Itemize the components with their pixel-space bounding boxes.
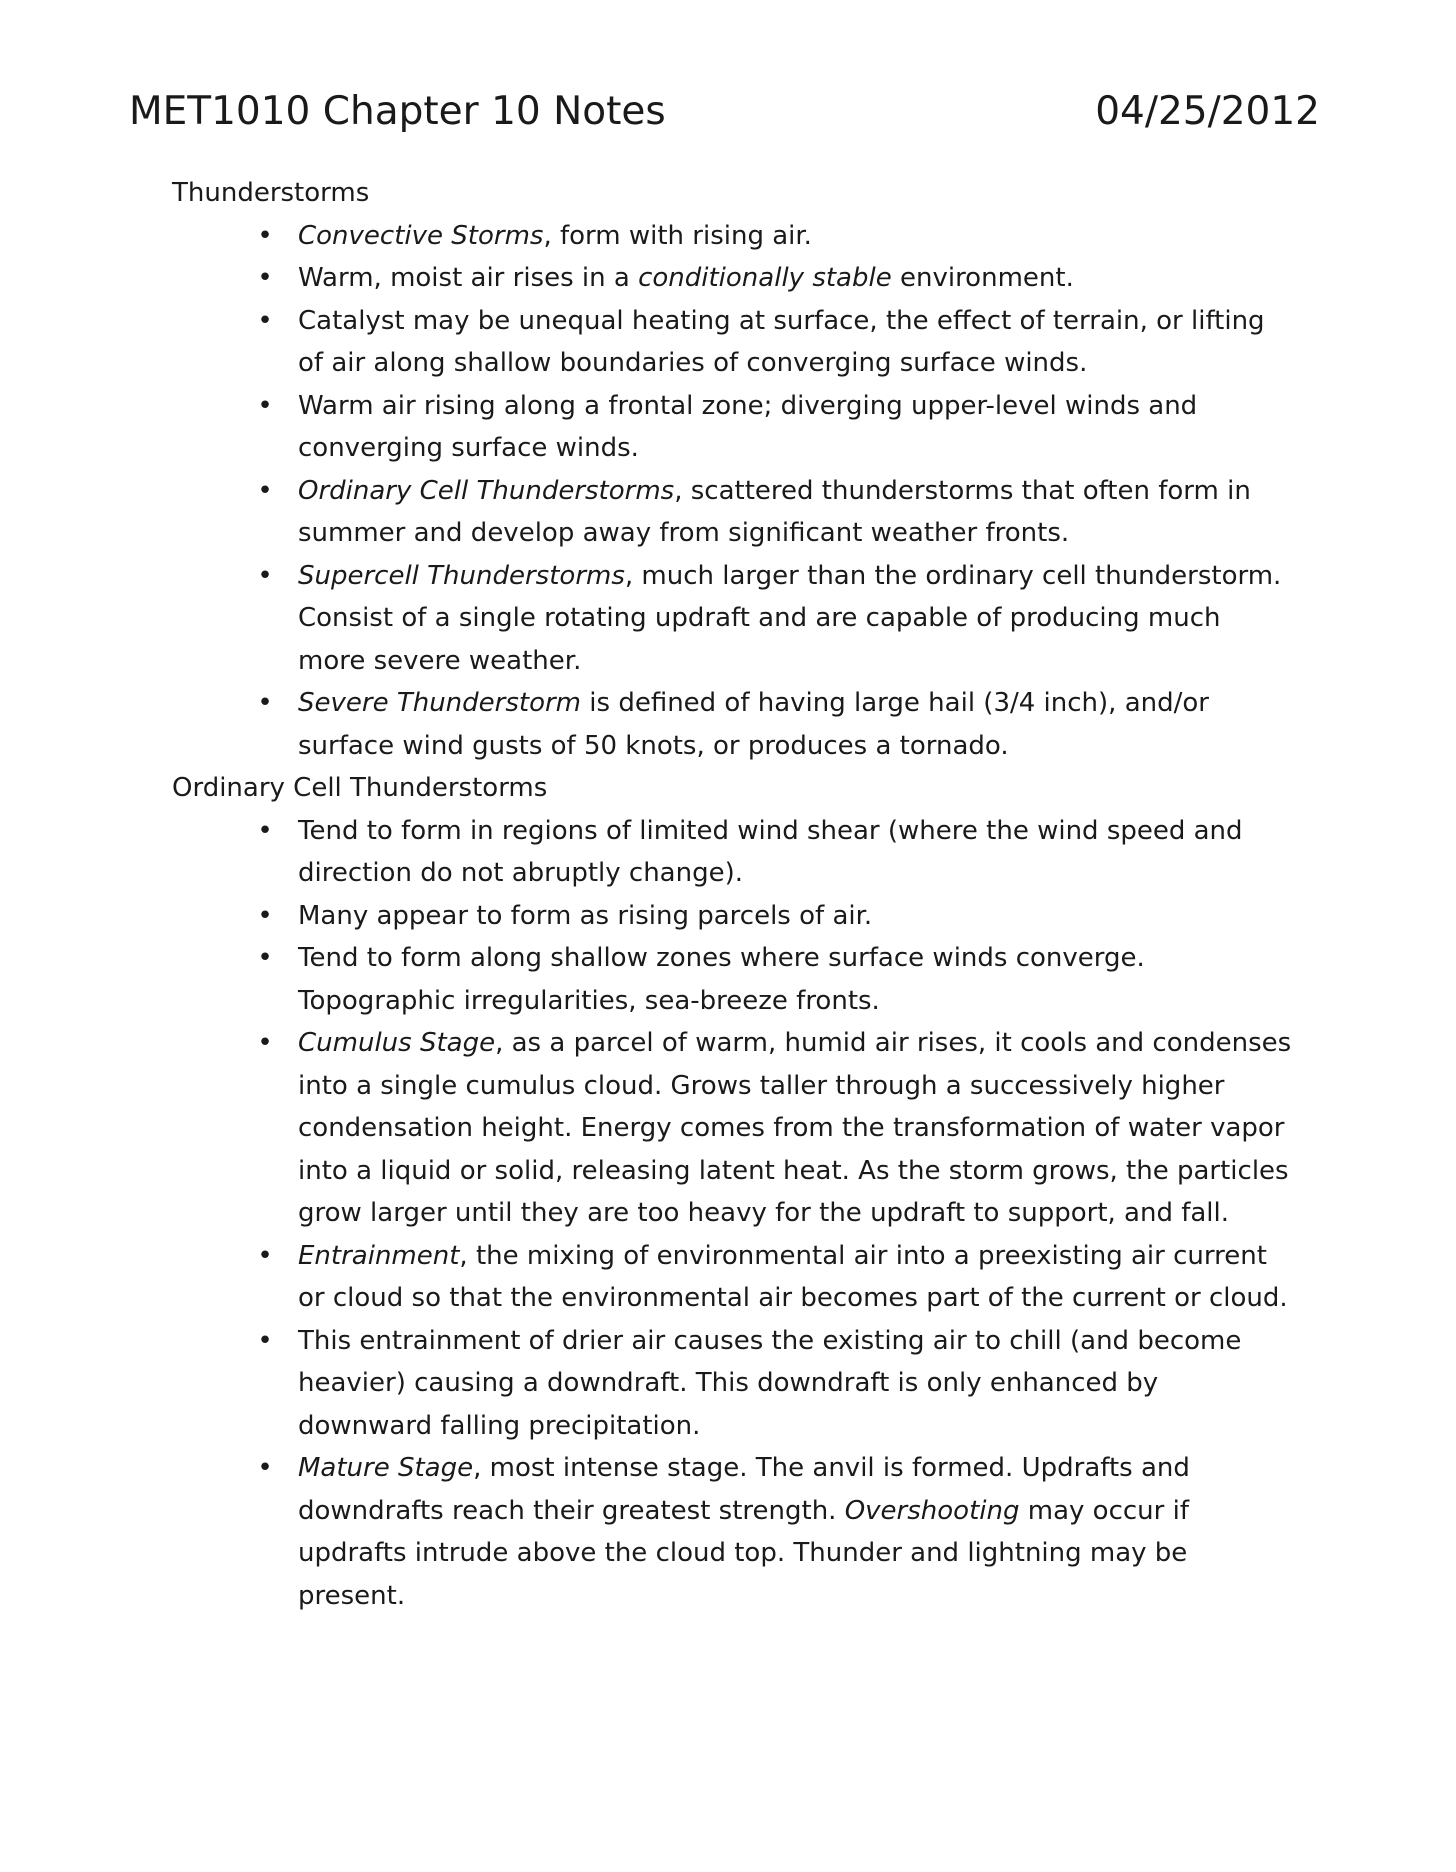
body-text: environment.: [891, 263, 1074, 293]
bullet-icon: •: [257, 560, 273, 591]
bullet-icon: •: [257, 1028, 273, 1058]
bullet-icon: •: [257, 900, 273, 931]
body-text: is defined of having large hail (3/4 inch), and/or surface wind gusts of 50 knots, or produces a tornado.: [298, 688, 1209, 761]
term-text: Entrainment: [298, 1240, 460, 1271]
bullet-icon: •: [257, 305, 273, 336]
section-heading: Thunderstorms: [172, 178, 370, 208]
body-text: Tend to form along shallow zones where surface winds converge. Topographic irregularities, sea-breeze fronts.: [298, 943, 1145, 1016]
body-text: Tend to form in regions of limited wind shear (where the wind speed and direction do not abruptly change).: [298, 815, 1243, 888]
body-text: , most intense stage. The anvil is formed. Updrafts and downdrafts reach their greatest strength.: [298, 1453, 1190, 1526]
list-item: [172, 810, 1292, 895]
list-item: [172, 555, 1292, 683]
body-text: , scattered thunderstorms that often form in summer and develop away from significant weather fronts.: [298, 475, 1251, 548]
body-text: Warm, moist air rises in a: [298, 263, 639, 293]
list-item: [172, 257, 1292, 300]
document-title: MET1010 Chapter 10 Notes: [129, 89, 666, 134]
term-text: Overshooting: [844, 1495, 1020, 1526]
list-item: [172, 385, 1292, 470]
term-text: conditionally stable: [638, 263, 892, 293]
list-item: [172, 895, 1292, 938]
list-item: [172, 682, 1292, 767]
list-item: [172, 300, 1292, 385]
term-text: Ordinary Cell Thunderstorms: [298, 475, 675, 506]
list-item: [172, 470, 1292, 555]
bullet-icon: •: [257, 688, 273, 718]
bullet-icon: •: [257, 475, 273, 506]
body-text: Warm air rising along a frontal zone; diverging upper-level winds and converging surface winds.: [298, 390, 1198, 463]
document-date: 04/25/2012: [1095, 89, 1320, 134]
body-text: , the mixing of environmental air into a preexisting air current or cloud so that the environmental air becomes part of the current or cloud.: [298, 1240, 1288, 1313]
list-item: [172, 1447, 1292, 1617]
document-body: [172, 172, 1292, 1617]
body-text: Many appear to form as rising parcels of air.: [298, 900, 873, 931]
term-text: Cumulus Stage: [298, 1028, 496, 1058]
bullet-icon: •: [257, 943, 273, 973]
term-text: Supercell Thunderstorms: [298, 560, 625, 591]
document-header: [129, 84, 1320, 140]
bullet-list: [172, 215, 1292, 768]
term-text: Convective Storms: [298, 220, 544, 251]
body-text: , much larger than the ordinary cell thunderstorm. Consist of a single rotating updraft and are capable of producing much more severe weather.: [298, 560, 1282, 676]
term-text: Severe Thunderstorm: [298, 688, 582, 718]
list-item: [172, 1235, 1292, 1320]
bullet-icon: •: [257, 1325, 273, 1356]
body-text: This entrainment of drier air causes the existing air to chill (and become heavier) causing a downdraft. This downdraft is only enhanced by downward falling precipitation.: [298, 1325, 1242, 1441]
section-thunderstorms: [172, 172, 1292, 767]
section-heading: Ordinary Cell Thunderstorms: [172, 773, 548, 803]
list-item: [172, 1022, 1292, 1235]
term-text: Mature Stage: [298, 1453, 474, 1483]
bullet-icon: •: [257, 390, 273, 421]
bullet-list: [172, 810, 1292, 1618]
bullet-icon: •: [257, 815, 273, 846]
list-item: [172, 937, 1292, 1022]
bullet-icon: •: [257, 1453, 273, 1483]
bullet-icon: •: [257, 220, 273, 251]
bullet-icon: •: [257, 1240, 273, 1271]
section-ordinary-cell-thunderstorms: [172, 767, 1292, 1617]
body-text: Catalyst may be unequal heating at surface, the effect of terrain, or lifting of air along shallow boundaries of converging surface winds.: [298, 305, 1265, 378]
body-text: , form with rising air.: [543, 220, 812, 251]
list-item: [172, 215, 1292, 258]
body-text: may occur if updrafts intrude above the cloud top. Thunder and lightning may be present.: [298, 1495, 1189, 1611]
bullet-icon: •: [257, 263, 273, 293]
list-item: [172, 1320, 1292, 1448]
body-text: , as a parcel of warm, humid air rises, it cools and condenses into a single cumulus cloud. Grows taller through a successively higher condensation height. Energy comes from the transformation of water vapor into a liquid or solid, releasing latent heat. As the storm grows, the particles grow larger until they are too heavy for the updraft to support, and fall.: [298, 1028, 1292, 1228]
